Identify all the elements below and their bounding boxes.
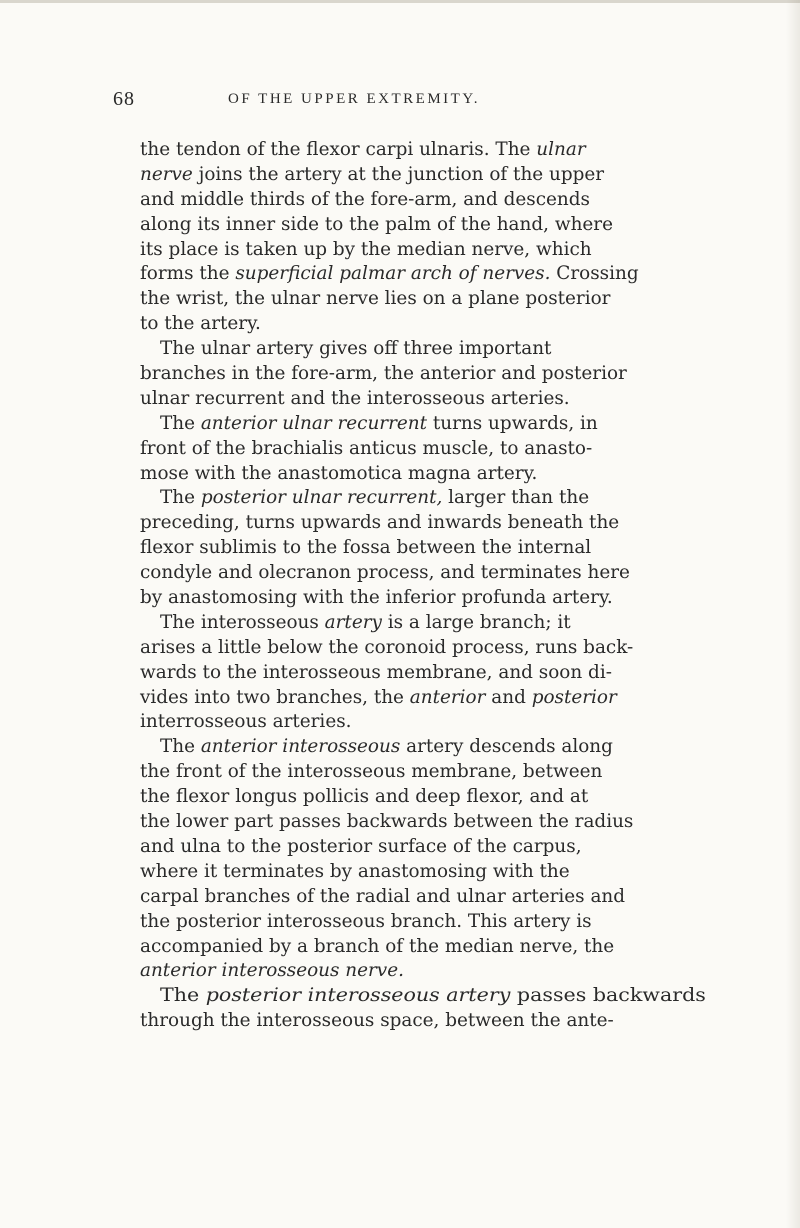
text-line-content — [140, 262, 639, 287]
italic-term: ulnar — [536, 139, 586, 160]
text-line — [140, 959, 768, 984]
text-line-content — [140, 810, 633, 835]
text-run: the wrist, the ulnar nerve lies on a plane posterior — [140, 288, 611, 310]
page-header — [113, 88, 773, 122]
text-run: wards to the interosseous membrane, and soon di- — [140, 661, 612, 683]
italic-term: superficial palmar arch of nerves. — [235, 263, 551, 285]
text-line-content — [140, 536, 591, 561]
text-line — [140, 337, 768, 362]
text-line-content — [140, 312, 261, 337]
italic-term: posterior ulnar recurrent, — [200, 487, 443, 509]
text-line-content — [140, 238, 592, 263]
text-run: mose with the anastomotica magna artery. — [140, 462, 538, 484]
text-line-content — [140, 437, 592, 462]
text-line — [140, 536, 768, 561]
text-run: condyle and olecranon process, and terminates here — [140, 562, 630, 584]
text-run: where it terminates by anastomosing with the — [140, 860, 570, 882]
text-line-content — [140, 511, 619, 536]
text-line — [140, 785, 768, 810]
text-line — [140, 710, 768, 735]
text-line — [140, 213, 768, 238]
text-line-content — [140, 636, 633, 661]
text-line-content — [140, 163, 604, 188]
text-line-content — [140, 138, 586, 163]
text-line-content — [160, 337, 551, 362]
text-run: and ulna to the posterior surface of the carpus, — [140, 835, 582, 857]
text-line — [140, 636, 768, 661]
text-line — [140, 188, 768, 213]
text-run: larger than the — [442, 487, 590, 509]
text-line-content — [140, 860, 570, 885]
text-run: the tendon of the flexor carpi ulnaris. The — [140, 139, 537, 160]
text-line — [140, 935, 768, 960]
text-line — [140, 661, 768, 686]
text-run: turns upwards, in — [427, 412, 598, 434]
text-run: and — [485, 686, 532, 708]
text-run: flexor sublimis to the fossa between the internal — [140, 537, 592, 559]
text-run: the front of the interosseous membrane, between — [140, 761, 603, 783]
text-line — [140, 312, 768, 337]
page-right-edge — [786, 0, 800, 1228]
italic-term: posterior interosseous artery — [205, 985, 511, 1007]
text-line-content — [140, 835, 582, 860]
text-run: ulnar recurrent and the interosseous arteries. — [140, 387, 570, 409]
text-run: is a large branch; it — [381, 611, 571, 633]
text-line — [140, 860, 768, 885]
text-run: branches in the fore-arm, the anterior and posterior — [140, 363, 627, 385]
text-line — [140, 462, 768, 487]
body-text — [140, 138, 768, 1034]
text-run: and middle thirds of the fore-arm, and descends — [140, 188, 590, 210]
italic-term: anterior — [409, 686, 486, 708]
text-line — [140, 686, 768, 711]
text-line — [140, 561, 768, 586]
text-line-content — [140, 710, 351, 735]
text-line-content — [140, 910, 592, 935]
italic-term: anterior interosseous — [200, 736, 401, 758]
text-line — [140, 486, 768, 511]
text-run: The — [160, 487, 201, 509]
text-line-content — [160, 611, 571, 636]
text-run: preceding, turns upwards and inwards beneath the — [140, 512, 620, 534]
text-line — [140, 262, 768, 287]
text-run: The — [160, 412, 201, 434]
text-run: front of the brachialis anticus muscle, to anasto- — [140, 437, 593, 459]
text-line — [140, 586, 768, 611]
text-run: artery descends along — [400, 736, 613, 758]
text-run: by anastomosing with the inferior profunda artery. — [140, 587, 613, 609]
text-line — [140, 362, 768, 387]
text-line — [140, 984, 768, 1009]
text-line-content — [140, 760, 602, 785]
text-run: vides into two branches, the — [140, 686, 410, 708]
italic-term: anterior ulnar recurrent — [200, 412, 428, 434]
text-run: interrosseous arteries. — [140, 711, 352, 733]
running-head: OF THE UPPER EXTREMITY. — [228, 91, 480, 107]
text-line — [140, 387, 768, 412]
text-line-content — [160, 984, 706, 1009]
text-line-content — [140, 935, 614, 960]
text-line — [140, 835, 768, 860]
text-line-content — [140, 362, 627, 387]
text-line-content — [140, 561, 630, 586]
text-run: the posterior interosseous branch. This artery is — [140, 910, 592, 932]
text-line — [140, 810, 768, 835]
text-run: accompanied by a branch of the median nerve, the — [140, 935, 615, 957]
text-line-content — [160, 486, 589, 511]
page-top-edge — [0, 0, 800, 3]
text-line — [140, 760, 768, 785]
text-run: to the artery. — [140, 313, 261, 335]
text-run: The — [160, 985, 206, 1007]
text-line-content — [140, 462, 537, 487]
text-run: the flexor longus pollicis and deep flexor, and at — [140, 786, 589, 808]
text-line-content — [140, 785, 588, 810]
text-run: The ulnar artery gives off three important — [160, 338, 552, 360]
text-line — [140, 437, 768, 462]
text-line — [140, 287, 768, 312]
text-line — [140, 735, 768, 760]
text-line — [140, 163, 768, 188]
text-run: through the interosseous space, between the ante- — [140, 1010, 614, 1032]
text-run: along its inner side to the palm of the hand, where — [140, 213, 613, 235]
italic-term: anterior interosseous nerve. — [140, 960, 404, 982]
text-line-content — [140, 1009, 614, 1034]
text-run: The — [160, 736, 201, 758]
text-line — [140, 611, 768, 636]
text-line-content — [140, 586, 613, 611]
text-line-content — [140, 686, 617, 711]
text-run: arises a little below the coronoid process, runs back- — [140, 636, 634, 658]
italic-term: posterior — [531, 686, 617, 708]
text-line-content — [160, 412, 598, 437]
text-line-content — [140, 188, 590, 213]
text-line-content — [140, 287, 610, 312]
text-line-content — [140, 885, 625, 910]
text-line — [140, 910, 768, 935]
text-run: The interosseous — [160, 611, 325, 633]
text-run: Crossing — [550, 263, 639, 285]
italic-term: nerve — [140, 163, 193, 185]
text-run: passes backwards — [510, 985, 706, 1007]
text-run: forms the — [140, 263, 236, 285]
text-run: joins the artery at the junction of the upper — [192, 163, 605, 185]
text-line — [140, 885, 768, 910]
text-line-content — [140, 661, 612, 686]
page-number: 68 — [113, 88, 135, 110]
text-run: its place is taken up by the median nerve, which — [140, 238, 592, 260]
text-line-content — [160, 735, 613, 760]
text-line-content — [140, 387, 570, 412]
text-line-content — [140, 213, 613, 238]
text-run: the lower part passes backwards between the radius — [140, 811, 634, 833]
text-line — [140, 138, 768, 163]
text-line — [140, 238, 768, 263]
text-line — [140, 511, 768, 536]
text-run: carpal branches of the radial and ulnar arteries and — [140, 885, 626, 907]
italic-term: artery — [324, 611, 382, 633]
text-line — [140, 1009, 768, 1034]
text-line-content — [140, 959, 404, 984]
text-line — [140, 412, 768, 437]
